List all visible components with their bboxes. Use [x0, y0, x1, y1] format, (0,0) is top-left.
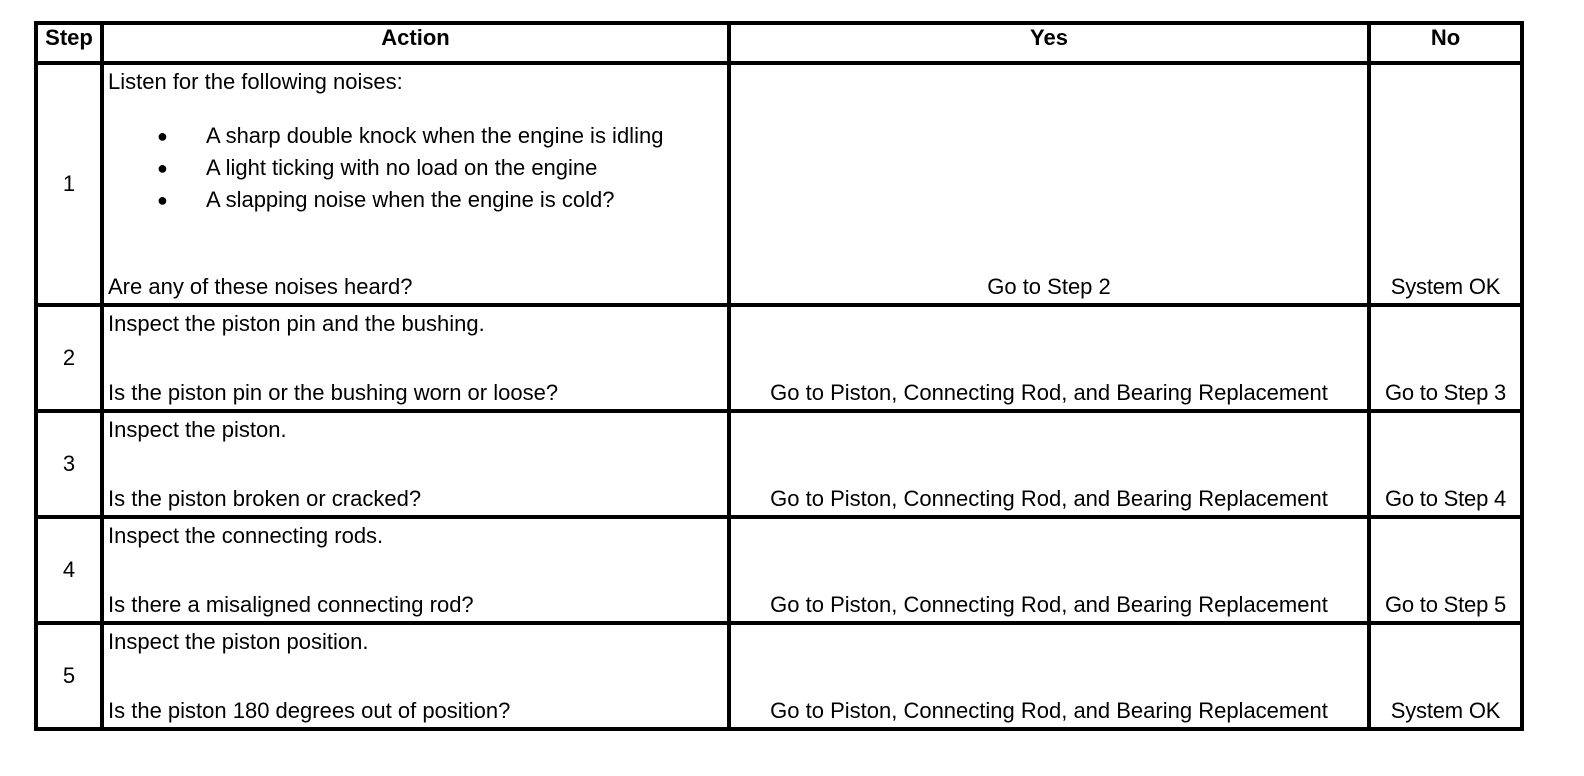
- table-row: [36, 63, 1522, 305]
- action-question: Is there a misaligned connecting rod?: [108, 592, 474, 617]
- no-result: System OK: [1369, 623, 1522, 729]
- bullet-icon: ●: [157, 158, 168, 178]
- action-cell: [102, 517, 729, 623]
- yes-result: Go to Piston, Connecting Rod, and Bearing Replacement: [729, 517, 1369, 623]
- header-action: Action: [102, 23, 729, 63]
- yes-result: Go to Piston, Connecting Rod, and Bearing Replacement: [729, 411, 1369, 517]
- step-number: 4: [36, 517, 102, 623]
- action-intro: Listen for the following noises:: [108, 69, 403, 94]
- header-row: [36, 23, 1522, 63]
- header-no: No: [1369, 23, 1522, 63]
- table-row: [36, 411, 1522, 517]
- action-cell: [102, 411, 729, 517]
- action-intro: Inspect the connecting rods.: [108, 523, 384, 548]
- header-step: Step: [36, 23, 102, 63]
- action-intro: Inspect the piston pin and the bushing.: [108, 311, 485, 336]
- yes-result: Go to Piston, Connecting Rod, and Bearing Replacement: [729, 305, 1369, 411]
- header-yes: Yes: [729, 23, 1369, 63]
- table-row: [36, 305, 1522, 411]
- no-result: Go to Step 5: [1369, 517, 1522, 623]
- no-result: System OK: [1369, 63, 1522, 305]
- action-cell: [102, 63, 729, 305]
- bullet-icon: ●: [157, 126, 168, 146]
- no-result: Go to Step 3: [1369, 305, 1522, 411]
- diagnostic-table: [34, 21, 1524, 731]
- action-intro: Inspect the piston position.: [108, 629, 369, 654]
- action-cell: [102, 623, 729, 729]
- bullet-icon: ●: [157, 190, 168, 210]
- step-number: 2: [36, 305, 102, 411]
- list-item: ● A light ticking with no load on the engine: [108, 152, 727, 184]
- action-cell: [102, 305, 729, 411]
- step-number: 1: [36, 63, 102, 305]
- table-row: [36, 517, 1522, 623]
- action-question: Are any of these noises heard?: [108, 274, 413, 299]
- list-item: ● A slapping noise when the engine is cold?: [108, 184, 727, 216]
- yes-result: Go to Step 2: [729, 63, 1369, 305]
- noise-list: [108, 120, 727, 216]
- yes-result: Go to Piston, Connecting Rod, and Bearing Replacement: [729, 623, 1369, 729]
- no-result: Go to Step 4: [1369, 411, 1522, 517]
- table-row: [36, 623, 1522, 729]
- action-question: Is the piston 180 degrees out of position?: [108, 698, 511, 723]
- list-item: ● A sharp double knock when the engine is idling: [108, 120, 727, 152]
- action-question: Is the piston broken or cracked?: [108, 486, 422, 511]
- step-number: 5: [36, 623, 102, 729]
- action-question: Is the piston pin or the bushing worn or loose?: [108, 380, 559, 405]
- action-intro: Inspect the piston.: [108, 417, 287, 442]
- step-number: 3: [36, 411, 102, 517]
